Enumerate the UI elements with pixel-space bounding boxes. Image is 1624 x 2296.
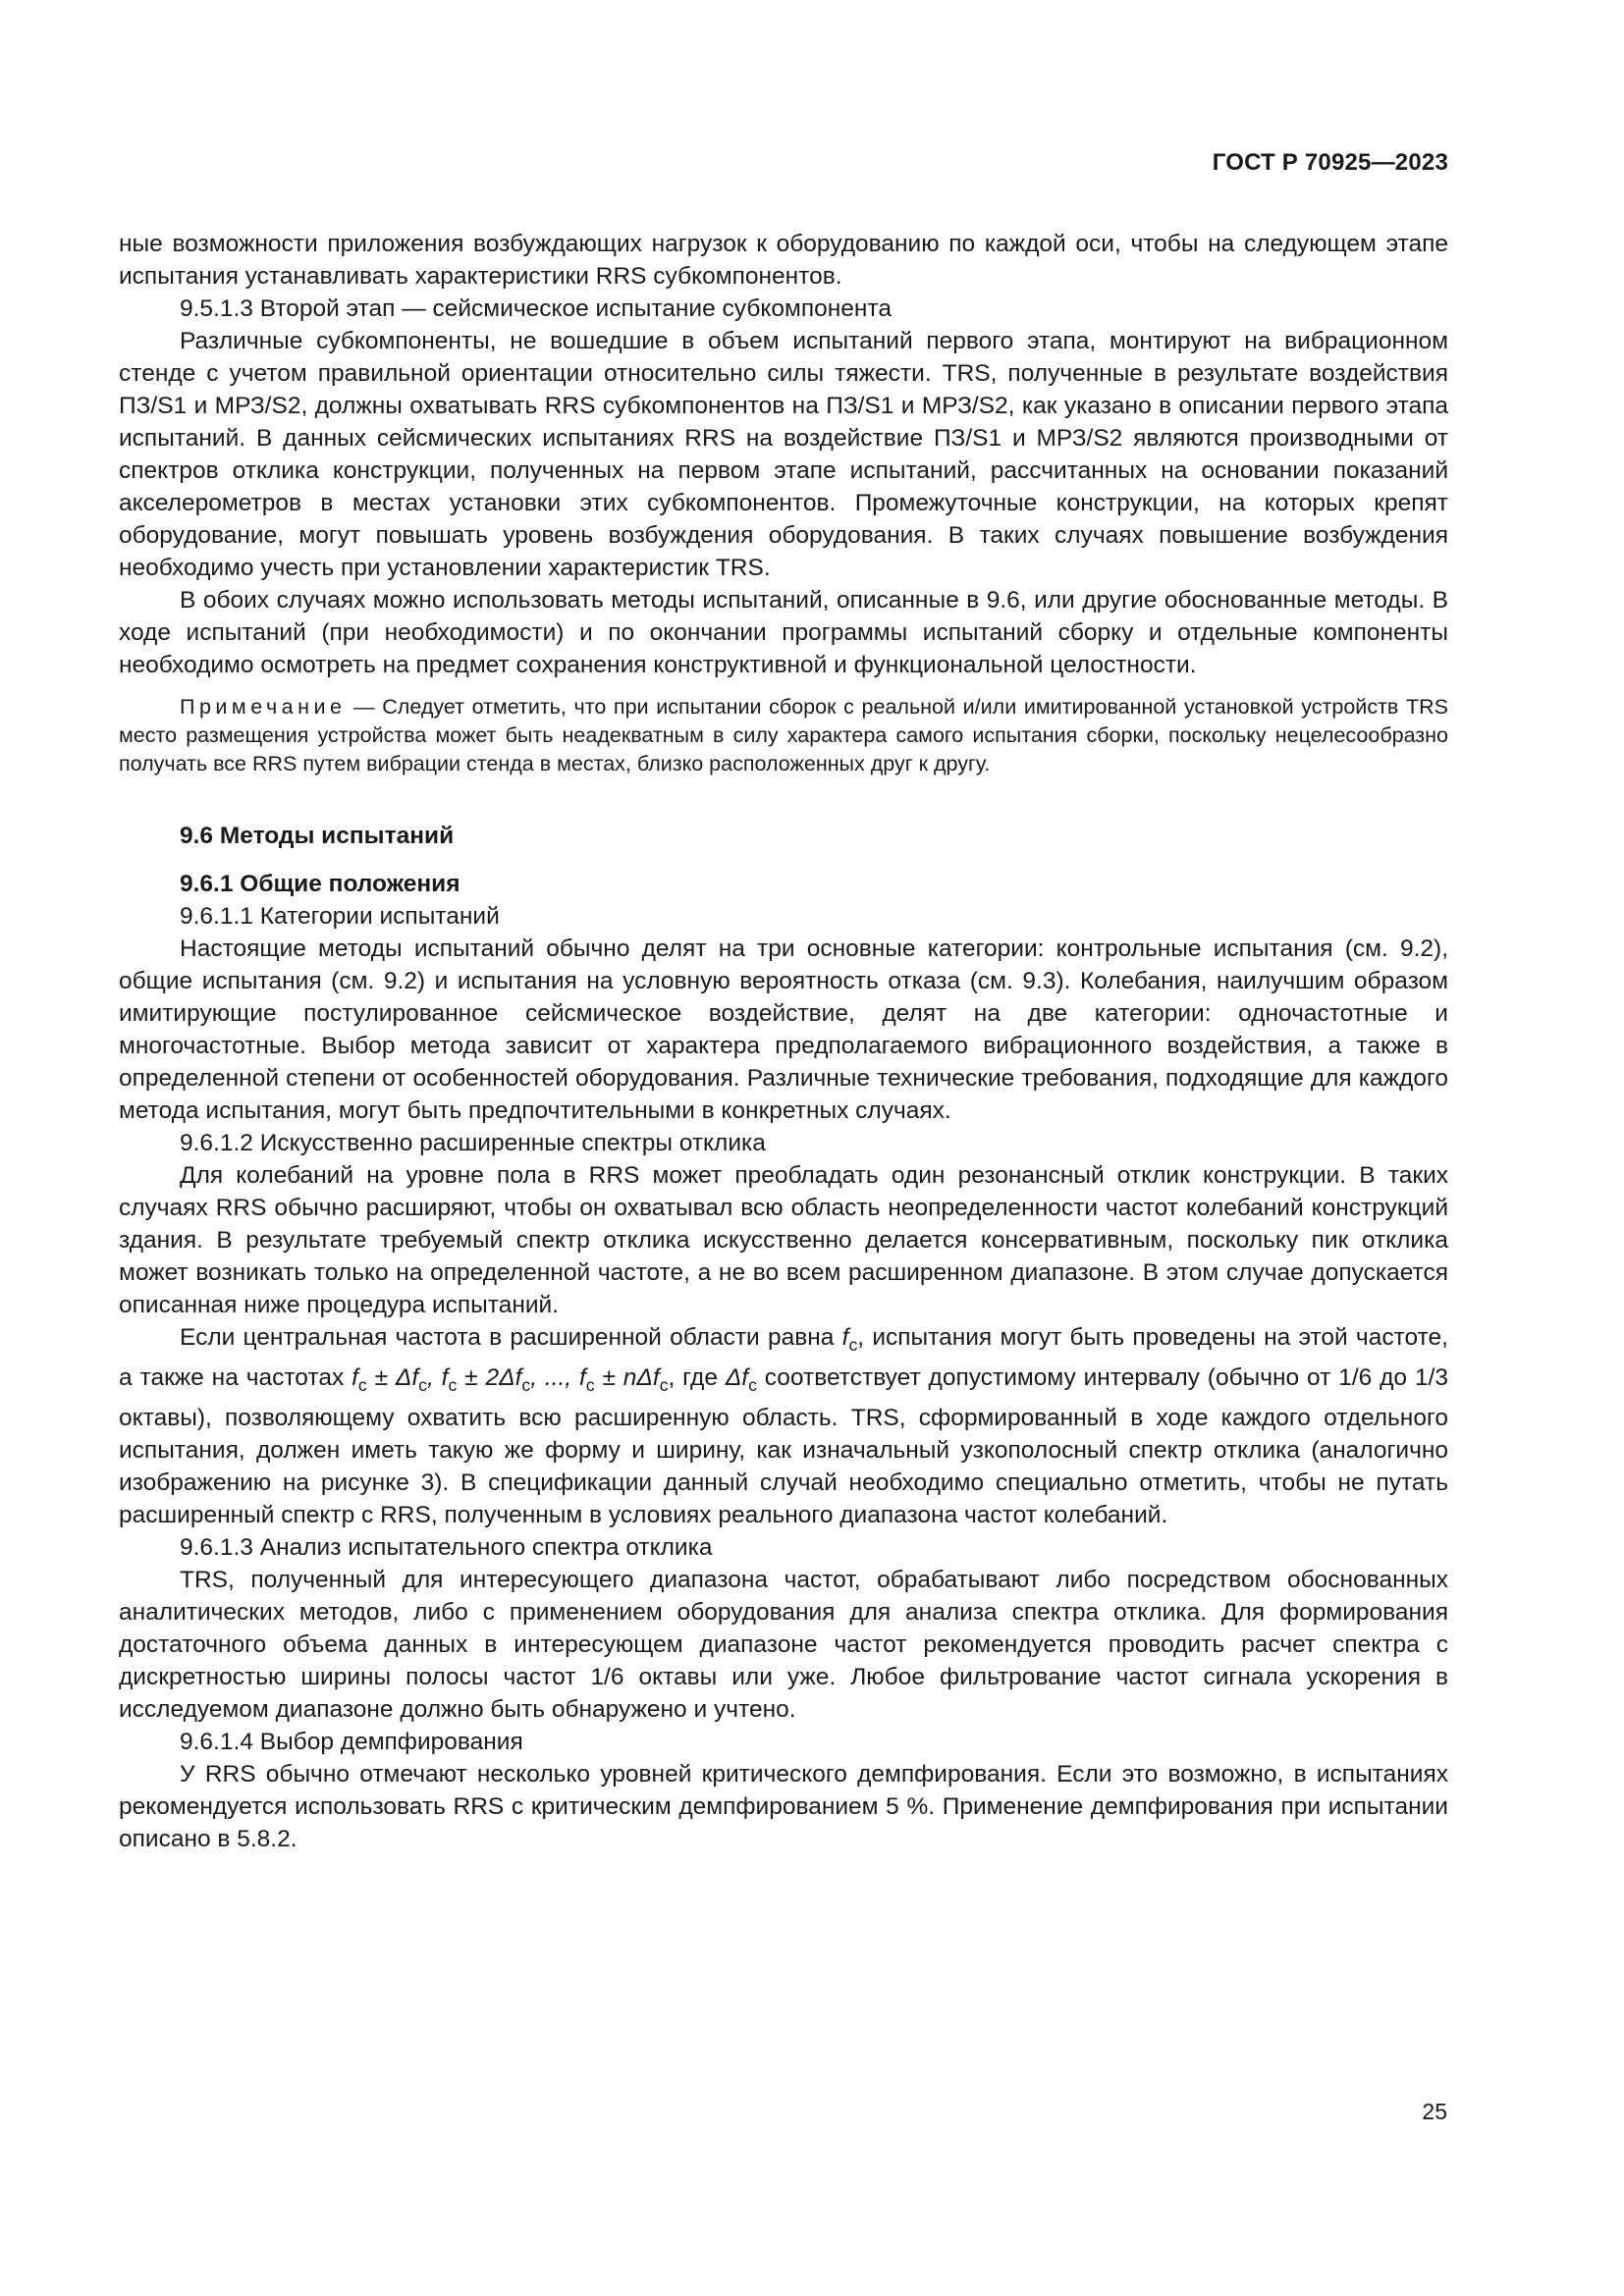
paragraph-trs-analysis: TRS, полученный для интересующего диапазона частот, обрабатывают либо посредством обоснованных аналитических методов, либо с применением оборудования для анализа спектра отклика. Для формирования достаточного объема данных в интересующем диапазоне частот рекомендуется проводить расчет спектра с дискретностью ширины полосы частот 1/6 октавы или уже. Любое фильтрование частот сигнала ускорения в исследуемом диапазоне должно быть обнаружено и учтено. (119, 1566, 1448, 1723)
delta-fc-symbol: $\Delta f_c$ (725, 1363, 757, 1395)
document-header: ГОСТ Р 70925—2023 (1212, 149, 1448, 176)
section-9-6-1-2-title: 9.6.1.2 Искусственно расширенные спектры отклика (180, 1130, 766, 1156)
paragraph-damping: У RRS обычно отмечают несколько уровней критического демпфирования. Если это возможно, в испытаниях рекомендуется использовать RRS с критическим демпфированием 5 %. Применение демпфирования при испытании описано в 5.8.2. (119, 1760, 1448, 1852)
paragraph-center-frequency: Если центральная частота в расширенной области равна $f_c$, испытания могут быть проведены на этой частоте, а также на частотах $f_c \pm \Delta f_c$, $f_c \pm 2\Delta f_c$, ..., $f_c \pm n\Delta f_c$, где $\Delta f_c$ соответствует допустимому интервалу (обычно от 1/6 до 1/3 октавы), позволяющему охватить всю расширенную область. TRS, сформированный в ходе каждого отдельного испытания, должен иметь такую же форму и ширину, как изначальный узкополосный спектр отклика (аналогично изображению на рисунке 3). В спецификации данный случай необходимо специально отметить, чтобы не путать расширенный спектр с RRS, полученным в условиях реального диапазона частот колебаний. (119, 1324, 1448, 1528)
note (119, 693, 1448, 778)
section-9-6-1-4-title: 9.6.1.4 Выбор демпфирования (180, 1728, 523, 1755)
section-9-6-1-1-title: 9.6.1.1 Категории испытаний (180, 903, 500, 930)
section-9-6-1-3-title: 9.6.1.3 Анализ испытательного спектра отклика (180, 1533, 713, 1561)
paragraph-continuation: ные возможности приложения возбуждающих нагрузок к оборудованию по каждой оси, чтобы на следующем этапе испытания устанавливать характеристики RRS субкомпонентов. (119, 231, 1448, 290)
paragraph-both-cases: В обоих случаях можно использовать методы испытаний, описанные в 9.6, или другие обоснованные методы. В ходе испытаний (при необходимости) и по окончании программы испытаний сборку и отдельные компоненты необходимо осмотреть на предмет сохранения конструктивной и функциональной целостности. (119, 587, 1448, 678)
note-text: — Следует отметить, что при испытании сборок с реальной и/или имитированной установкой устройств TRS место размещения устройства может быть неадекватным в силу характера самого испытания сборки, поскольку нецелесообразно получать все RRS путем вибрации стенда в местах, близко расположенных друг к другу. (119, 695, 1448, 775)
fc-symbol: $f_c$ (841, 1324, 858, 1355)
page-number: 25 (1422, 2099, 1447, 2124)
frequency-list: $f_c \pm \Delta f_c$, $f_c \pm 2\Delta f_c$, ..., $f_c \pm n\Delta f_c$ (352, 1363, 669, 1395)
paragraph-floor-response: Для колебаний на уровне пола в RRS может преобладать один резонансный отклик конструкции. В таких случаях RRS обычно расширяют, чтобы он охватывал всю область неопределенности частот колебаний конструкций здания. В результате требуемый спектр отклика искусственно делается консервативным, поскольку пик отклика может возникать только на определенной частоте, а не во всем расширенном диапазоне. В этом случае допускается описанная ниже процедура испытаний. (119, 1162, 1448, 1318)
paragraph-categories: Настоящие методы испытаний обычно делят на три основные категории: контрольные испытания (см. 9.2), общие испытания (см. 9.2) и испытания на условную вероятность отказа (см. 9.3). Колебания, наилучшим образом имитирующие постулированное сейсмическое воздействие, делят на две категории: одночастотные и многочастотные. Выбор метода зависит от характера предполагаемого вибрационного воздействия, а также в определенной степени от особенностей оборудования. Различные технические требования, подходящие для каждого метода испытания, могут быть предпочтительными в конкретных случаях. (119, 935, 1448, 1124)
paragraph-subcomponents: Различные субкомпоненты, не вошедшие в объем испытаний первого этапа, монтируют на вибрационном стенде с учетом правильной ориентации относительно силы тяжести. TRS, полученные в результате воздействия ПЗ/S1 и МРЗ/S2, должны охватывать RRS субкомпонентов на ПЗ/S1 и МРЗ/S2, как указано в описании первого этапа испытаний. В данных сейсмических испытаниях RRS на воздействие ПЗ/S1 и МРЗ/S2 являются производными от спектров отклика конструкции, полученных на первом этапе испытаний, рассчитанных на основании показаний акселерометров в местах установки этих субкомпонентов. Промежуточные конструкции, на которых крепят оборудование, могут повышать уровень возбуждения оборудования. В таких случаях повышение возбуждения необходимо учесть при установлении характеристик TRS. (119, 328, 1448, 581)
document-body (119, 228, 1448, 1855)
section-9-6-1-heading: 9.6.1 Общие положения (180, 871, 460, 897)
section-9-5-1-3-title: 9.5.1.3 Второй этап — сейсмическое испытание субкомпонента (180, 295, 892, 322)
section-9-6-heading: 9.6 Методы испытаний (180, 823, 455, 849)
note-label: Примечание (180, 695, 347, 719)
